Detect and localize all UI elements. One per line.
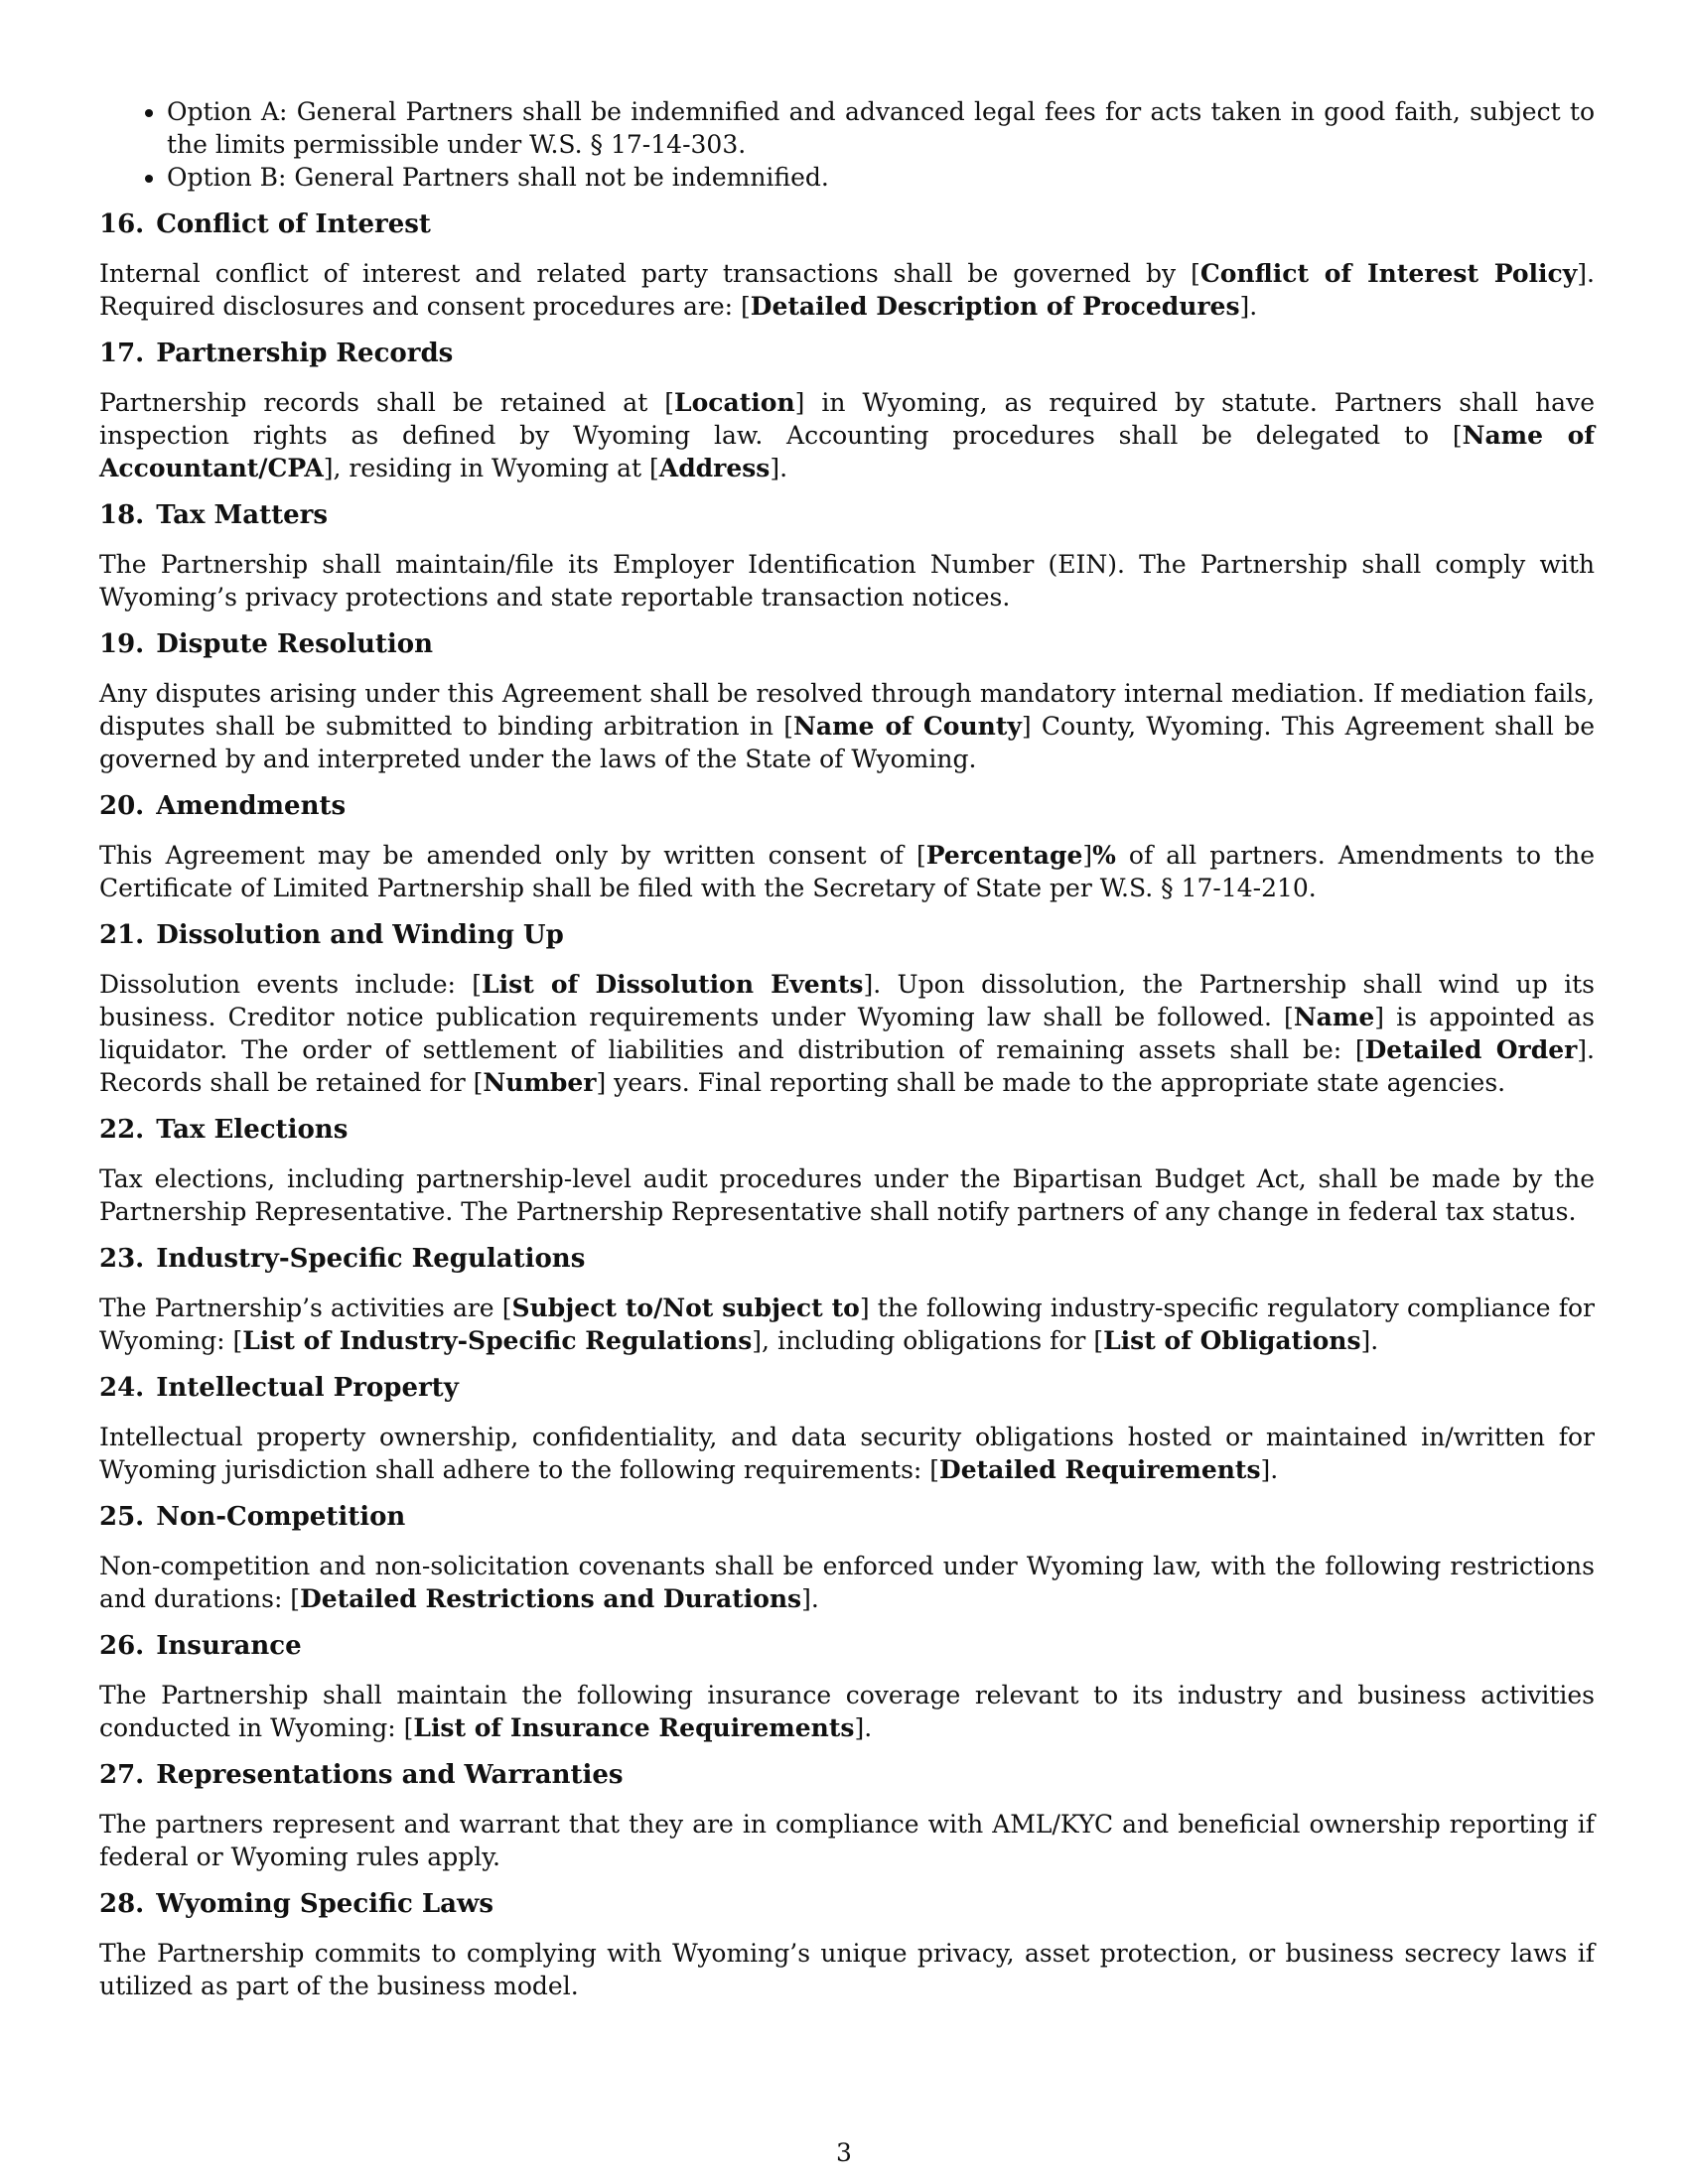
placeholder-field: Name (1293, 1003, 1375, 1031)
body-text: ]. (1260, 1455, 1279, 1484)
section-title: Tax Elections (156, 1115, 349, 1145)
document-page (99, 95, 1595, 2002)
placeholder-field: Address (658, 454, 771, 482)
section-number: 17. (99, 339, 145, 368)
section-body (99, 1937, 1595, 2002)
section-body (99, 839, 1595, 904)
section-title: Amendments (156, 791, 347, 821)
page-number: 3 (836, 2138, 852, 2167)
body-text: Any disputes arising under this Agreement shall be resolved through mandatory internal mediation. If mediation fails, disputes shall be submitted to binding arbitration in [ (99, 679, 1595, 741)
section-title: Intellectual Property (156, 1373, 459, 1403)
section-number: 25. (99, 1502, 145, 1532)
section-body (99, 257, 1595, 323)
section-heading (99, 1371, 1595, 1405)
body-text: ] years. Final reporting shall be made to the appropriate state agencies. (596, 1068, 1506, 1097)
body-text: ]. Upon dissolution, the Partnership shall wind up its business. Creditor notice publication requirements under Wyoming law shall be followed. [ (99, 970, 1595, 1031)
body-text: ]. (1239, 292, 1258, 321)
sections-container (99, 207, 1595, 2002)
placeholder-field: Detailed Description of Procedures (750, 292, 1240, 321)
section-title: Dispute Resolution (156, 629, 434, 659)
section-body (99, 386, 1595, 484)
body-text: Internal conflict of interest and related party transactions shall be governed by [ (99, 259, 1200, 288)
section-body (99, 1162, 1595, 1228)
placeholder-field: Detailed Requirements (939, 1455, 1261, 1484)
section-25 (99, 1500, 1595, 1615)
section-heading (99, 207, 1595, 241)
section-number: 20. (99, 791, 145, 821)
section-title: Wyoming Specific Laws (156, 1889, 493, 1919)
placeholder-field: Detailed Order (1364, 1035, 1578, 1064)
section-22 (99, 1113, 1595, 1228)
section-title: Non-Competition (156, 1502, 406, 1532)
body-text: The Partnership shall maintain/file its Employer Identification Number (EIN). The Partnership shall comply with Wyoming’s privacy protections and state reportable transaction notices. (99, 550, 1595, 612)
body-text: Tax elections, including partnership-level audit procedures under the Bipartisan Budget Act, shall be made by the Partnership Representative. The Partnership Representative shall notify partners of any change in federal tax status. (99, 1164, 1595, 1226)
body-text: The Partnership shall maintain the following insurance coverage relevant to its industry and business activities conducted in Wyoming: [ (99, 1681, 1595, 1742)
option-a: • Option A: General Partners shall be indemnified and advanced legal fees for acts taken in good faith, subject to the limits permissible under W.S. § 17-14-303. (167, 95, 1595, 161)
placeholder-field: Name of Accountant/CPA (99, 421, 1596, 482)
placeholder-field: List of Insurance Requirements (413, 1713, 855, 1742)
placeholder-field: List of Obligations (1103, 1326, 1361, 1355)
section-number: 16. (99, 209, 145, 239)
section-23 (99, 1242, 1595, 1357)
section-number: 19. (99, 629, 145, 659)
section-17 (99, 337, 1595, 484)
section-title: Dissolution and Winding Up (156, 920, 564, 950)
section-body (99, 677, 1595, 775)
placeholder-field: List of Dissolution Events (482, 970, 864, 999)
section-heading (99, 918, 1595, 952)
section-title: Partnership Records (156, 339, 454, 368)
body-text: ] is appointed as liquidator. The order of settlement of liabilities and distribution of remaining assets shall be: [ (99, 1003, 1596, 1064)
body-text: ], including obligations for [ (752, 1326, 1104, 1355)
placeholder-field: Detailed Restrictions and Durations (300, 1584, 802, 1613)
body-text: Intellectual property ownership, confidentiality, and data security obligations hosted or maintained in/written for Wyoming jurisdiction shall adhere to the following requirements: [ (99, 1423, 1595, 1484)
body-text: ]. (1360, 1326, 1379, 1355)
section-21 (99, 918, 1595, 1099)
body-text: Dissolution events include: [ (99, 970, 483, 999)
section-heading (99, 1629, 1595, 1663)
body-text: ] (1082, 841, 1093, 870)
section-number: 27. (99, 1760, 145, 1790)
section-body (99, 1808, 1595, 1873)
placeholder-field: Subject to/Not subject to (511, 1294, 860, 1322)
section-body (99, 548, 1595, 614)
section-body (99, 1679, 1595, 1744)
section-heading (99, 1113, 1595, 1147)
section-number: 24. (99, 1373, 145, 1403)
body-text: ]. (854, 1713, 873, 1742)
placeholder-field: Number (483, 1068, 597, 1097)
body-text: ] County, Wyoming. This Agreement shall be governed by and interpreted under the laws of the State of Wyoming. (99, 712, 1595, 773)
placeholder-field: Conflict of Interest Policy (1199, 259, 1578, 288)
option-b: • Option B: General Partners shall not be indemnified. (167, 161, 1595, 194)
section-title: Tax Matters (156, 500, 329, 530)
section-heading (99, 337, 1595, 370)
section-16 (99, 207, 1595, 323)
section-heading (99, 1887, 1595, 1921)
section-body (99, 1421, 1595, 1486)
section-number: 21. (99, 920, 145, 950)
section-28 (99, 1887, 1595, 2002)
section-26 (99, 1629, 1595, 1744)
section-heading (99, 627, 1595, 661)
body-text: This Agreement may be amended only by written consent of [ (99, 841, 926, 870)
body-text: ], residing in Wyoming at [ (323, 454, 659, 482)
section-heading (99, 1242, 1595, 1276)
section-body (99, 1292, 1595, 1357)
body-text: of all partners. Amendments to the Certificate of Limited Partnership shall be filed with the Secretary of State per W.S. § 17-14-210. (99, 841, 1595, 902)
body-text: The Partnership commits to complying with Wyoming’s unique privacy, asset protection, or business secrecy laws if utilized as part of the business model. (99, 1939, 1595, 2000)
body-text: The partners represent and warrant that they are in compliance with AML/KYC and beneficial ownership reporting if federal or Wyoming rules apply. (99, 1810, 1595, 1871)
section-number: 18. (99, 500, 145, 530)
body-text: ] the following industry-specific regulatory compliance for Wyoming: [ (99, 1294, 1596, 1355)
placeholder-field: Location (674, 388, 795, 417)
section-heading (99, 1500, 1595, 1534)
section-18 (99, 498, 1595, 614)
section-heading (99, 1758, 1595, 1792)
section-number: 28. (99, 1889, 145, 1919)
placeholder-field: % (1092, 841, 1116, 870)
body-text: ]. (770, 454, 788, 482)
section-number: 23. (99, 1244, 145, 1274)
section-20 (99, 789, 1595, 904)
body-text: The Partnership’s activities are [ (99, 1294, 512, 1322)
section-body (99, 968, 1595, 1099)
section-heading (99, 789, 1595, 823)
section-title: Representations and Warranties (156, 1760, 624, 1790)
body-text: ]. (801, 1584, 819, 1613)
body-text: Partnership records shall be retained at [ (99, 388, 675, 417)
body-text: ] in Wyoming, as required by statute. Partners shall have inspection rights as defined by Wyoming law. Accounting procedures shall be delegated to [ (99, 388, 1595, 450)
section-27 (99, 1758, 1595, 1873)
section-body (99, 1550, 1595, 1615)
section-24 (99, 1371, 1595, 1486)
body-text: ]. Records shall be retained for [ (99, 1035, 1595, 1097)
body-text: Non-competition and non-solicitation covenants shall be enforced under Wyoming law, with the following restrictions and durations: [ (99, 1552, 1595, 1613)
body-text: ]. Required disclosures and consent procedures are: [ (99, 259, 1595, 321)
section-number: 22. (99, 1115, 145, 1145)
placeholder-field: Percentage (925, 841, 1083, 870)
placeholder-field: Name of County (793, 712, 1022, 741)
section-title: Conflict of Interest (156, 209, 431, 239)
section-heading (99, 498, 1595, 532)
indemnification-options (99, 95, 1595, 194)
section-number: 26. (99, 1631, 145, 1661)
section-title: Industry-Specific Regulations (156, 1244, 586, 1274)
section-19 (99, 627, 1595, 775)
placeholder-field: List of Industry-Specific Regulations (242, 1326, 753, 1355)
section-title: Insurance (156, 1631, 302, 1661)
